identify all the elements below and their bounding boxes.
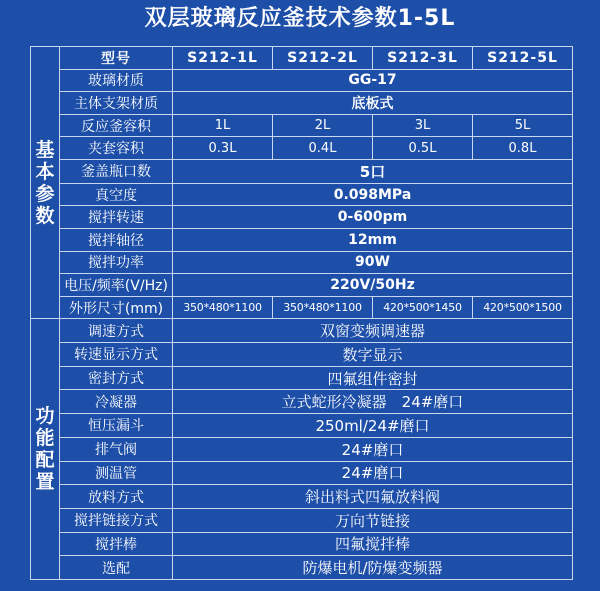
- spec-label: 主体支架材质: [60, 92, 173, 115]
- config-value: 立式蛇形冷凝器 24#磨口: [173, 390, 573, 414]
- table-row: [31, 437, 573, 461]
- spec-label: 玻璃材质: [60, 69, 173, 92]
- spec-value: 5口: [173, 160, 573, 184]
- table-row: [31, 92, 573, 115]
- spec-value: 0.4L: [273, 137, 373, 160]
- table-row: [31, 508, 573, 532]
- spec-label: 搅拌转速: [60, 206, 173, 229]
- spec-value: 0-600pm: [173, 206, 573, 229]
- table-row: [31, 251, 573, 274]
- config-label: 排气阀: [60, 437, 173, 461]
- spec-value: 0.098MPa: [173, 183, 573, 206]
- table-row: [31, 414, 573, 438]
- table-row: [31, 69, 573, 92]
- config-value: 数字显示: [173, 343, 573, 367]
- config-value: 250ml/24#磨口: [173, 414, 573, 438]
- config-label: 冷凝器: [60, 390, 173, 414]
- spec-label: 外形尺寸(mm): [60, 296, 173, 319]
- spec-value: 1L: [173, 114, 273, 137]
- model-3l: S212-3L: [373, 47, 473, 70]
- spec-value: 220V/50Hz: [173, 274, 573, 297]
- spec-label: 搅拌功率: [60, 251, 173, 274]
- spec-value: 90W: [173, 251, 573, 274]
- table-row: [31, 532, 573, 556]
- table-row: [31, 556, 573, 580]
- spec-value: 350*480*1100: [273, 296, 373, 319]
- table-row: [31, 183, 573, 206]
- config-label: 选配: [60, 556, 173, 580]
- spec-value: 350*480*1100: [173, 296, 273, 319]
- config-value: 四氟搅拌棒: [173, 532, 573, 556]
- config-label: 放料方式: [60, 485, 173, 509]
- config-label: 调速方式: [60, 319, 173, 343]
- category-function-config: 功 能 配 置: [31, 319, 60, 580]
- table-row: [31, 296, 573, 319]
- config-label: 恒压漏斗: [60, 414, 173, 438]
- table-row: [31, 137, 573, 160]
- config-value: 四氟组件密封: [173, 366, 573, 390]
- table-row: [31, 343, 573, 367]
- table-row: [31, 206, 573, 229]
- table-row: [31, 228, 573, 251]
- spec-value: 420*500*1450: [373, 296, 473, 319]
- spec-value: 3L: [373, 114, 473, 137]
- spec-value: 420*500*1500: [473, 296, 573, 319]
- page-title: 双层玻璃反应釜技术参数1-5L: [144, 6, 456, 31]
- table-row: [31, 461, 573, 485]
- spec-value: 2L: [273, 114, 373, 137]
- table-row: [31, 319, 573, 343]
- config-label: 密封方式: [60, 366, 173, 390]
- spec-table: [30, 46, 573, 580]
- spec-label: 釜盖瓶口数: [60, 160, 173, 184]
- spec-value: 0.3L: [173, 137, 273, 160]
- table-row: [31, 114, 573, 137]
- spec-value: GG-17: [173, 69, 573, 92]
- spec-value: 底板式: [173, 92, 573, 115]
- model-header-label: 型号: [60, 47, 173, 70]
- table-row: [31, 274, 573, 297]
- config-value: 24#磨口: [173, 461, 573, 485]
- config-label: 搅拌棒: [60, 532, 173, 556]
- config-value: 防爆电机/防爆变频器: [173, 556, 573, 580]
- config-label: 转速显示方式: [60, 343, 173, 367]
- spec-label: 反应釜容积: [60, 114, 173, 137]
- table-row: [31, 160, 573, 184]
- spec-label: 真空度: [60, 183, 173, 206]
- config-value: 万向节链接: [173, 508, 573, 532]
- model-2l: S212-2L: [273, 47, 373, 70]
- model-5l: S212-5L: [473, 47, 573, 70]
- spec-label: 搅拌轴径: [60, 228, 173, 251]
- spec-value: 0.5L: [373, 137, 473, 160]
- config-value: 双窗变频调速器: [173, 319, 573, 343]
- spec-value: 0.8L: [473, 137, 573, 160]
- spec-label: 夹套容积: [60, 137, 173, 160]
- config-label: 搅拌链接方式: [60, 508, 173, 532]
- table-row: [31, 366, 573, 390]
- config-value: 24#磨口: [173, 437, 573, 461]
- category-basic-params: 基 本 参 数: [31, 47, 60, 319]
- table-row: [31, 390, 573, 414]
- spec-value: 12mm: [173, 228, 573, 251]
- model-1l: S212-1L: [173, 47, 273, 70]
- spec-label: 电压/频率(V/Hz): [60, 274, 173, 297]
- spec-value: 5L: [473, 114, 573, 137]
- header-row: [31, 47, 573, 70]
- table-row: [31, 485, 573, 509]
- config-label: 测温管: [60, 461, 173, 485]
- config-value: 斜出料式四氟放料阀: [173, 485, 573, 509]
